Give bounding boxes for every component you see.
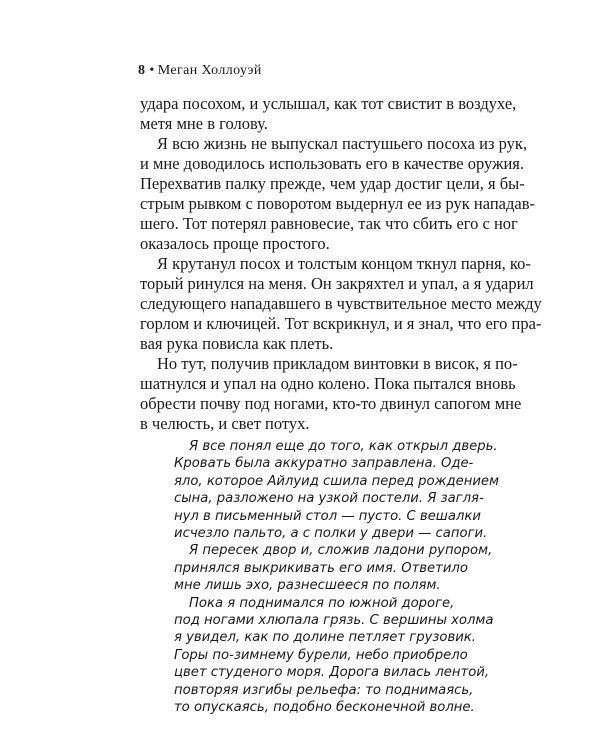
header-bullet: • <box>149 63 155 78</box>
italic-text-line: повторяя изгибы рельефа: то поднимаясь, <box>174 683 474 698</box>
main-text-line: вая рука повисла как плеть. <box>140 334 334 353</box>
italic-text-line: то опускаясь, подобно бесконечной волне. <box>174 700 475 715</box>
italic-text-line: Я все понял еще до того, как открыл дверь. <box>189 439 498 454</box>
main-text-line: Я крутанул посох и толстым концом ткнул парня, ко- <box>157 254 531 273</box>
main-text-line: и мне доводилось использовать его в качестве оружия. <box>140 154 525 173</box>
main-text-line: в челюсть, и свет потух. <box>140 414 310 433</box>
italic-text-line: нул в письменный стол — пусто. С вешалки <box>174 509 481 524</box>
main-text-line: торый ринулся на меня. Он закряхтел и упал, а я ударил <box>140 274 534 293</box>
main-text-line: Перехватив палку прежде, чем удар достиг цели, я бы- <box>140 174 525 193</box>
italic-text-line: Кровать была аккуратно заправлена. Оде- <box>174 456 474 471</box>
italic-text-line: Я пересек двор и, сложив ладони рупором, <box>189 543 493 558</box>
main-text-line: оказалось проще простого. <box>140 234 330 253</box>
italic-text-line: мне лишь эхо, разнесшееся по полям. <box>174 578 441 593</box>
italic-text-line: принялся выкрикивать его имя. Ответило <box>174 561 468 576</box>
italic-text-line: я увидел, как по долине петляет грузовик. <box>174 630 476 645</box>
italic-text-line: исчезло пальто, а с полки у двери — сапоги. <box>174 526 488 541</box>
main-text-line: Но тут, получив прикладом винтовки в висок, я по- <box>157 354 518 373</box>
main-text-line: шатнулся и упал на одно колено. Пока пытался вновь <box>140 374 516 393</box>
header-author: Меган Холлоуэй <box>157 63 262 78</box>
italic-text-line: цвет студеного моря. Дорога вилась лентой, <box>174 665 490 680</box>
main-text-line: метя мне в голову. <box>140 114 268 133</box>
main-text-line: стрым рывком с поворотом выдернул ее из рук нападав- <box>140 194 536 213</box>
main-text-line: шего. Тот потерял равновесие, так что сбить его с ног <box>140 214 518 233</box>
page-number: 8 <box>138 63 146 78</box>
main-text-line: удара посохом, и услышал, как тот свистит в воздухе, <box>140 94 517 113</box>
running-header <box>138 63 262 79</box>
italic-text-line: под ногами хлюпала грязь. С вершины холма <box>174 613 494 628</box>
italic-text-line: сына, разложено на узкой постели. Я загля- <box>174 491 484 506</box>
main-text-line: Я всю жизнь не выпускал пастушьего посоха из рук, <box>157 134 528 153</box>
main-text-line: следующего нападавшего в чувствительное место между <box>140 294 542 313</box>
italic-text-line: Горы по-зимнему бурели, небо приобрело <box>174 648 468 663</box>
main-text-line: горлом и ключицей. Тот вскрикнул, и я знал, что его пра- <box>140 314 542 333</box>
italic-text-line: яло, которое Айлуид сшила перед рождением <box>174 474 499 489</box>
italic-text-line: Пока я поднимался по южной дороге, <box>189 596 455 611</box>
main-text-line: обрести почву под ногами, кто-то двинул сапогом мне <box>140 394 522 413</box>
